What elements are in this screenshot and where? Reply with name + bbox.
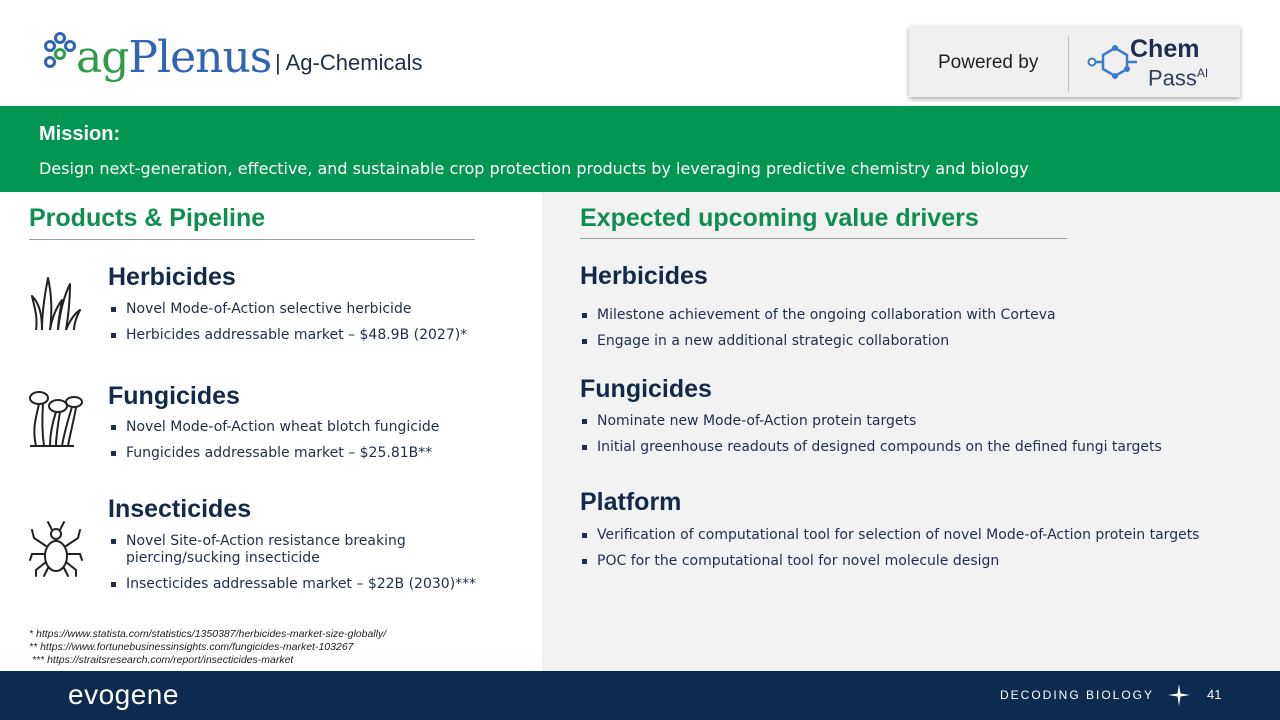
powered-by-box — [909, 26, 1240, 97]
sector-label: | Ag-Chemicals — [275, 50, 423, 75]
list-item: Verification of computational tool for selection of novel Mode-of-Action protein targets — [580, 527, 1200, 544]
grass-icon — [30, 272, 82, 332]
products-fungicides-list — [109, 419, 529, 462]
footnotes — [29, 628, 386, 667]
drivers-platform-list — [580, 527, 1200, 570]
page-number: 41 — [1207, 687, 1222, 702]
drivers-fungicides-title: Fungicides — [580, 375, 712, 403]
drivers-fungicides-list — [580, 413, 1220, 456]
list-item: Novel Mode-of-Action wheat blotch fungicide — [109, 419, 529, 436]
drivers-title-underline — [580, 238, 1067, 239]
tick-insect-icon — [28, 518, 84, 580]
list-item: Fungicides addressable market – $25.81B** — [109, 445, 529, 462]
list-item: Herbicides addressable market – $48.9B (2027)* — [109, 327, 529, 344]
drivers-platform-title: Platform — [580, 488, 682, 516]
list-item: Milestone achievement of the ongoing collaboration with Corteva — [580, 307, 1220, 324]
list-item: Novel Site-of-Action resistance breaking piercing/sucking insecticide — [109, 533, 439, 567]
list-item: Novel Mode-of-Action selective herbicide — [109, 301, 529, 318]
molecule-dots-icon — [44, 32, 78, 72]
footer-tagline: DECODING BIOLOGY — [1000, 688, 1155, 702]
agplenus-wordmark: agPlenus — [76, 32, 272, 83]
list-item: Nominate new Mode-of-Action protein targets — [580, 413, 1220, 430]
footnote: * https://www.statista.com/statistics/1350387/herbicides-market-size-globally/ — [29, 628, 387, 640]
slide-footer — [0, 671, 1280, 720]
products-section-title: Products & Pipeline — [29, 204, 266, 232]
drivers-herbicides-title: Herbicides — [580, 262, 708, 290]
powered-by-divider — [1068, 36, 1069, 92]
products-insecticides-list — [109, 533, 477, 593]
mission-text: Design next-generation, effective, and sustainable crop protection products by leveraging predictive chemistry and biology — [39, 159, 1029, 178]
list-item: Initial greenhouse readouts of designed compounds on the defined fungi targets — [580, 439, 1220, 456]
products-herbicides-title: Herbicides — [108, 263, 236, 291]
list-item: Engage in a new additional strategic collaboration — [580, 333, 1220, 350]
sparkle-icon — [1168, 684, 1190, 706]
drivers-herbicides-list — [580, 307, 1220, 350]
mission-band — [0, 106, 1280, 192]
drivers-section-title: Expected upcoming value drivers — [580, 204, 979, 232]
chempass-wordmark: Chem Pass$^{AI}$ — [1130, 35, 1209, 91]
products-title-underline — [29, 239, 475, 240]
powered-by-label: Powered by — [938, 52, 1039, 73]
evogene-logo: evogene — [68, 679, 179, 710]
list-item: Insecticides addressable market – $22B (2030)*** — [109, 576, 439, 593]
products-fungicides-title: Fungicides — [108, 382, 240, 410]
products-herbicides-list — [109, 301, 529, 344]
products-insecticides-title: Insecticides — [108, 495, 252, 523]
mushroom-icon — [26, 388, 86, 450]
agplenus-logo — [44, 28, 271, 88]
footnote: *** https://straitsresearch.com/report/insecticides-market — [29, 654, 294, 666]
mission-title: Mission: — [39, 123, 121, 145]
slide-header — [0, 0, 1280, 106]
footnote: ** https://www.fortunebusinessinsights.com/fungicides-market-103267 — [29, 641, 354, 653]
list-item: POC for the computational tool for novel molecule design — [580, 553, 1200, 570]
